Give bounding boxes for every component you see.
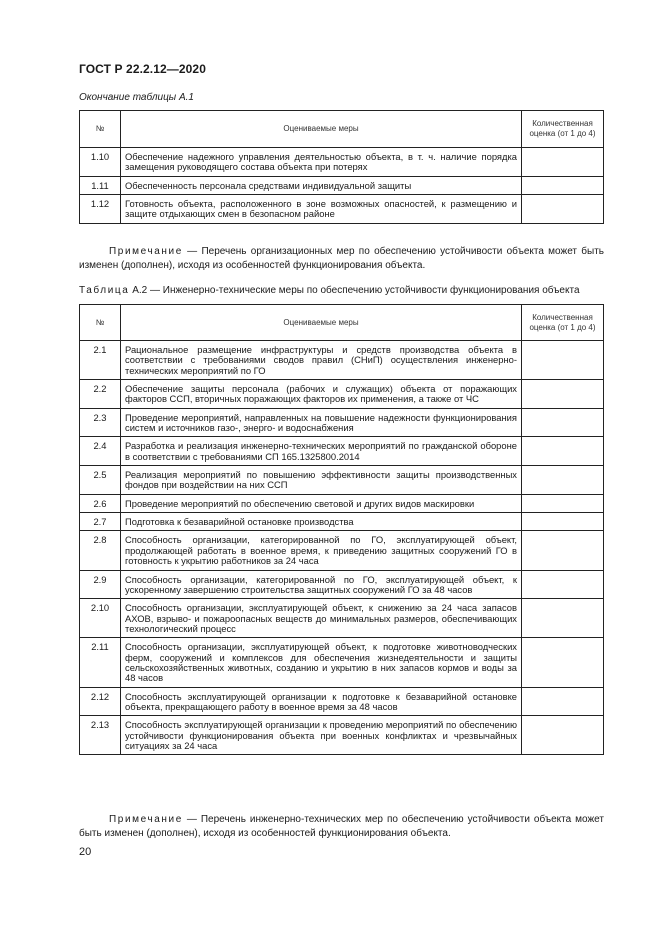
score-cell — [522, 148, 604, 177]
table-row — [80, 148, 604, 177]
measure-text-cell: Способность организации, категорированной по ГО, эксплуатирующей объект, продолжающей работать в военное время, к приведению защитных сооружений ГО в готовность к укрытию работников за 24 часа — [121, 531, 522, 570]
score-cell — [522, 531, 604, 570]
measure-text-cell: Подготовка к безаварийной остановке производства — [121, 513, 522, 531]
row-number-cell: 1.11 — [80, 176, 121, 194]
table-header-row — [80, 305, 604, 341]
table-row — [80, 513, 604, 531]
score-cell — [522, 408, 604, 437]
score-cell — [522, 195, 604, 224]
table-row — [80, 687, 604, 716]
note-label: Примечание — [109, 814, 183, 825]
table-row — [80, 408, 604, 437]
row-number-cell: 1.10 — [80, 148, 121, 177]
table-row — [80, 531, 604, 570]
measure-text-cell: Обеспеченность персонала средствами индивидуальной защиты — [121, 176, 522, 194]
measure-text-cell: Способность эксплуатирующей организации к проведению мероприятий по обеспечению устойчивости функционирования объекта при военных конфликтах и чрезвычайных ситуациях за 24 часа — [121, 716, 522, 755]
measure-text-cell: Способность организации, категорированной по ГО, эксплуатирующей объект, к ускоренному завершению строительства защитных сооружений ГО за 48 часов — [121, 570, 522, 599]
note-text: — Перечень инженерно-технических мер по обеспечению устойчивости объекта может быть изменен (дополнен), исходя из особенностей функционирования объекта. — [79, 814, 604, 839]
measure-text-cell: Разработка и реализация инженерно-технических мероприятий по гражданской обороне в соответствии с требованиями СП 165.1325800.2014 — [121, 437, 522, 466]
table-row — [80, 466, 604, 495]
table-row — [80, 437, 604, 466]
row-number-cell: 2.2 — [80, 380, 121, 409]
row-number-cell: 2.6 — [80, 494, 121, 512]
row-number-cell: 1.12 — [80, 195, 121, 224]
table-row — [80, 638, 604, 687]
table-row — [80, 341, 604, 380]
column-header-measures: Оцениваемые меры — [121, 305, 522, 341]
table-row — [80, 599, 604, 638]
note-organizational — [79, 245, 604, 272]
score-cell — [522, 638, 604, 687]
measure-text-cell: Проведение мероприятий, направленных на повышение надежности функционирования систем и источников газо-, энерго- и водоснабжения — [121, 408, 522, 437]
score-cell — [522, 687, 604, 716]
score-cell — [522, 437, 604, 466]
column-header-score: Количественная оценка (от 1 до 4) — [522, 111, 604, 148]
row-number-cell: 2.5 — [80, 466, 121, 495]
page-number: 20 — [79, 846, 92, 858]
row-number-cell: 2.4 — [80, 437, 121, 466]
table-row — [80, 195, 604, 224]
column-header-measures: Оцениваемые меры — [121, 111, 522, 148]
score-cell — [522, 513, 604, 531]
note-text: — Перечень организационных мер по обеспечению устойчивости объекта может быть изменен (дополнен), исходя из особенностей функционирования объекта. — [79, 246, 604, 271]
row-number-cell: 2.12 — [80, 687, 121, 716]
row-number-cell: 2.7 — [80, 513, 121, 531]
row-number-cell: 2.8 — [80, 531, 121, 570]
note-engineering — [79, 813, 604, 840]
table-row — [80, 570, 604, 599]
row-number-cell: 2.3 — [80, 408, 121, 437]
score-cell — [522, 570, 604, 599]
row-number-cell: 2.11 — [80, 638, 121, 687]
score-cell — [522, 341, 604, 380]
score-cell — [522, 494, 604, 512]
measure-text-cell: Готовность объекта, расположенного в зоне возможных опасностей, к размещению и защите отдыхающих смен в безопасном районе — [121, 195, 522, 224]
table-a2-caption-title: А.2 — Инженерно-технические меры по обеспечению устойчивости функционирования объекта — [129, 285, 580, 296]
table-a2-caption — [79, 285, 580, 296]
measure-text-cell: Обеспечение надежного управления деятельностью объекта, в т. ч. наличие порядка замещения руководящего состава объекта при потерях — [121, 148, 522, 177]
table-header-row — [80, 111, 604, 148]
measure-text-cell: Способность организации, эксплуатирующей объект, к снижению за 24 часа запасов АХОВ, взрыво- и пожароопасных веществ до минимальных размеров, обеспечивающих технологический процесс — [121, 599, 522, 638]
measure-text-cell: Способность эксплуатирующей организации к подготовке к безаварийной остановке объекта, прекращающего работу в военное время за 48 часов — [121, 687, 522, 716]
note-label: Примечание — [109, 246, 183, 257]
column-header-score: Количественная оценка (от 1 до 4) — [522, 305, 604, 341]
column-header-num: № — [80, 305, 121, 341]
table-row — [80, 176, 604, 194]
row-number-cell: 2.13 — [80, 716, 121, 755]
row-number-cell: 2.10 — [80, 599, 121, 638]
table-a2 — [79, 304, 604, 755]
table-row — [80, 494, 604, 512]
score-cell — [522, 599, 604, 638]
row-number-cell: 2.1 — [80, 341, 121, 380]
table-a1-continuation-caption: Окончание таблицы А.1 — [79, 92, 194, 103]
score-cell — [522, 380, 604, 409]
table-row — [80, 716, 604, 755]
table-a1-body — [80, 148, 604, 224]
table-a2-body — [80, 341, 604, 755]
score-cell — [522, 176, 604, 194]
score-cell — [522, 716, 604, 755]
measure-text-cell: Обеспечение защиты персонала (рабочих и служащих) объекта от поражающих факторов ССП, вторичных поражающих факторов их применения, а также от ЧС — [121, 380, 522, 409]
document-code: ГОСТ Р 22.2.12—2020 — [79, 62, 206, 76]
column-header-num: № — [80, 111, 121, 148]
measure-text-cell: Рациональное размещение инфраструктуры и средств производства объекта в соответствии с требованиями сводов правил (СНиП) осуществления инженерно-технических мероприятий по ГО — [121, 341, 522, 380]
measure-text-cell: Реализация мероприятий по повышению эффективности защиты производственных фондов при воздействии на них ССП — [121, 466, 522, 495]
table-a2-caption-prefix: Таблица — [79, 285, 130, 296]
table-a1-end — [79, 110, 604, 224]
score-cell — [522, 466, 604, 495]
measure-text-cell: Способность организации, эксплуатирующей объект, к подготовке животноводческих ферм, сооружений и комплексов для обеспечения жизнедеятельности и защиты сельскохозяйственных животных, созданию и укрытию в них запасов кормов и воды за 48 часов — [121, 638, 522, 687]
table-row — [80, 380, 604, 409]
row-number-cell: 2.9 — [80, 570, 121, 599]
measure-text-cell: Проведение мероприятий по обеспечению световой и других видов маскировки — [121, 494, 522, 512]
